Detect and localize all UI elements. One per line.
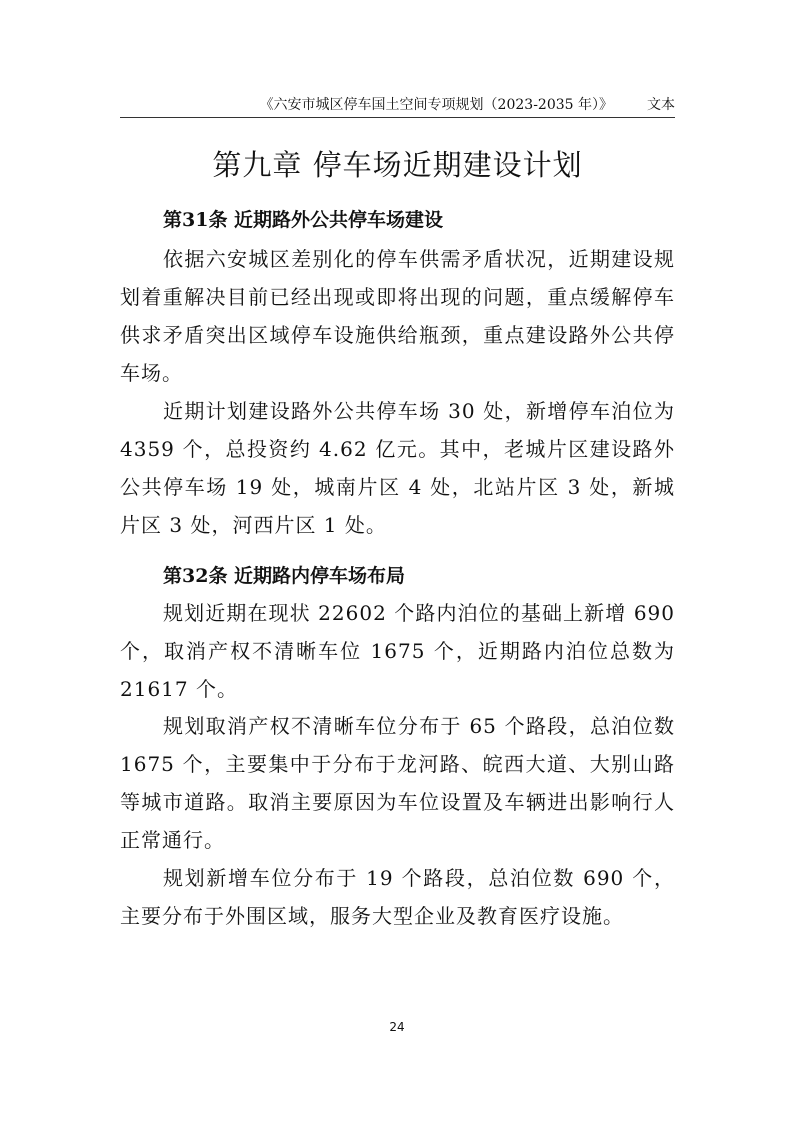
page-number: 24 [389,1020,405,1034]
document-title: 《六安市城区停车国土空间专项规划（2023-2035 年）》 [259,97,613,113]
paragraph: 依据六安城区差别化的停车供需矛盾状况，近期建设规划着重解决目前已经出现或即将出现的问题，重点缓解停车供求矛盾突出区域停车设施供给瓶颈，重点建设路外公共停车场。 [120,247,675,385]
chapter-title: 第九章 停车场近期建设计划 [212,148,583,182]
section-heading-31: 第31条 近期路外公共停车场建设 [163,209,444,231]
paragraph: 规划取消产权不清晰车位分布于 65 个路段，总泊位数 1675 个，主要集中于分布于龙河路、皖西大道、大别山路等城市道路。取消主要原因为车位设置及车辆进出影响行人正常通行。 [120,714,675,852]
paragraph: 规划新增车位分布于 19 个路段，总泊位数 690 个，主要分布于外围区域，服务大型企业及教育医疗设施。 [120,866,675,928]
paragraph: 近期计划建设路外公共停车场 30 处，新增停车泊位为 4359 个，总投资约 4.62 亿元。其中，老城片区建设路外公共停车场 19 处，城南片区 4 处，北站片区 3 处，新城片区 3 处，河西片区 1 处。 [120,399,675,537]
page-header [120,93,675,118]
section-heading-32: 第32条 近期路内停车场布局 [163,565,406,587]
document-type: 文本 [647,97,675,113]
paragraph: 规划近期在现状 22602 个路内泊位的基础上新增 690 个，取消产权不清晰车位 1675 个，近期路内泊位总数为 21617 个。 [120,601,675,701]
